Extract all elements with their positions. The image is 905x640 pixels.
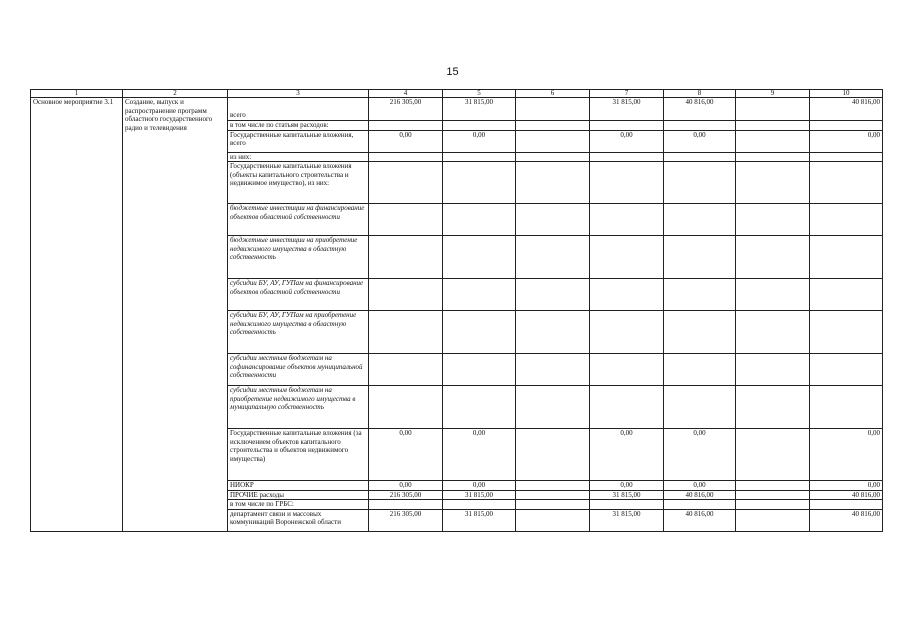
value-cell xyxy=(516,98,590,121)
header-cell: 10 xyxy=(810,90,883,98)
value-cell xyxy=(736,130,810,152)
value-cell xyxy=(736,98,810,121)
row-label: ПРОЧИЕ расходы xyxy=(228,490,369,500)
header-cell: 9 xyxy=(736,90,810,98)
value-cell: 0,00 xyxy=(369,481,443,491)
row-label: субсидии БУ, АУ, ГУПам на приобретение недвижимого имущества в областную собственность xyxy=(228,311,369,354)
value-cell: 31 815,00 xyxy=(443,509,516,531)
row-label: в том числе по ГРБС: xyxy=(228,500,369,510)
value-cell xyxy=(516,429,590,481)
activity-code: Основное мероприятие 3.1 xyxy=(31,98,123,532)
value-cell: 40 816,00 xyxy=(664,509,736,531)
value-cell: 0,00 xyxy=(369,130,443,152)
row-label: бюджетные инвестиции на приобретение недвижимого имущества в областную собственность xyxy=(228,236,369,279)
row-label: Государственные капитальные вложения, всего xyxy=(228,130,369,152)
value-cell: 0,00 xyxy=(443,130,516,152)
value-cell: 31 815,00 xyxy=(590,98,664,121)
header-cell: 4 xyxy=(369,90,443,98)
value-cell: 0,00 xyxy=(590,481,664,491)
value-cell: 0,00 xyxy=(590,429,664,481)
value-cell xyxy=(736,509,810,531)
value-cell: 31 815,00 xyxy=(443,98,516,121)
value-cell: 0,00 xyxy=(810,429,883,481)
row-label: субсидии БУ, АУ, ГУПам на финансирование объектов областной собственности xyxy=(228,279,369,311)
value-cell: 40 816,00 xyxy=(664,490,736,500)
value-cell: 31 815,00 xyxy=(590,490,664,500)
value-cell xyxy=(736,429,810,481)
value-cell xyxy=(516,481,590,491)
header-cell: 2 xyxy=(123,90,228,98)
value-cell: 0,00 xyxy=(443,481,516,491)
value-cell xyxy=(516,490,590,500)
value-cell: 31 815,00 xyxy=(443,490,516,500)
row-label: в том числе по статьям расходов: xyxy=(228,121,369,131)
value-cell xyxy=(736,481,810,491)
row-label: департамент связи и массовых коммуникаций Воронежской области xyxy=(228,509,369,531)
row-label: НИОКР xyxy=(228,481,369,491)
value-cell: 40 816,00 xyxy=(664,98,736,121)
row-label: Государственные капитальные вложения (за исключением объектов капитального строительства и объектов недвижимого имущества) xyxy=(228,429,369,481)
value-cell xyxy=(516,509,590,531)
value-cell: 0,00 xyxy=(810,481,883,491)
value-cell: 0,00 xyxy=(443,429,516,481)
row-label: бюджетные инвестиции на финансирование объектов областной собственности xyxy=(228,204,369,236)
value-cell: 40 816,00 xyxy=(810,490,883,500)
header-cell: 6 xyxy=(516,90,590,98)
value-cell: 31 815,00 xyxy=(590,509,664,531)
value-cell: 0,00 xyxy=(590,130,664,152)
value-cell: 40 816,00 xyxy=(810,509,883,531)
row-label: субсидии местным бюджетам на приобретение недвижимого имущества в муниципальную собственность xyxy=(228,386,369,429)
value-cell: 216 305,00 xyxy=(369,509,443,531)
value-cell: 0,00 xyxy=(369,429,443,481)
value-cell: 0,00 xyxy=(810,130,883,152)
header-cell: 5 xyxy=(443,90,516,98)
value-cell: 0,00 xyxy=(664,429,736,481)
row-label: Государственные капитальные вложения (объекты капитального строительства и недвижимое имущество), из них: xyxy=(228,162,369,204)
header-row xyxy=(31,90,883,98)
header-cell: 3 xyxy=(228,90,369,98)
budget-table xyxy=(30,89,883,532)
value-cell xyxy=(516,130,590,152)
page-number: 15 xyxy=(446,66,459,78)
header-cell: 7 xyxy=(590,90,664,98)
row-label: субсидии местным бюджетам на софинансирование объектов муниципальной собственности xyxy=(228,354,369,386)
value-cell: 216 305,00 xyxy=(369,98,443,121)
value-cell: 216 305,00 xyxy=(369,490,443,500)
value-cell xyxy=(736,490,810,500)
activity-name: Создание, выпуск и распространение программ областного государственного радио и телевидения xyxy=(123,98,228,532)
table-row xyxy=(31,98,883,121)
value-cell: 40 816,00 xyxy=(810,98,883,121)
value-cell: 0,00 xyxy=(664,481,736,491)
row-label: из них: xyxy=(228,152,369,162)
row-label: всего xyxy=(228,98,369,121)
header-cell: 8 xyxy=(664,90,736,98)
value-cell: 0,00 xyxy=(664,130,736,152)
header-cell: 1 xyxy=(31,90,123,98)
